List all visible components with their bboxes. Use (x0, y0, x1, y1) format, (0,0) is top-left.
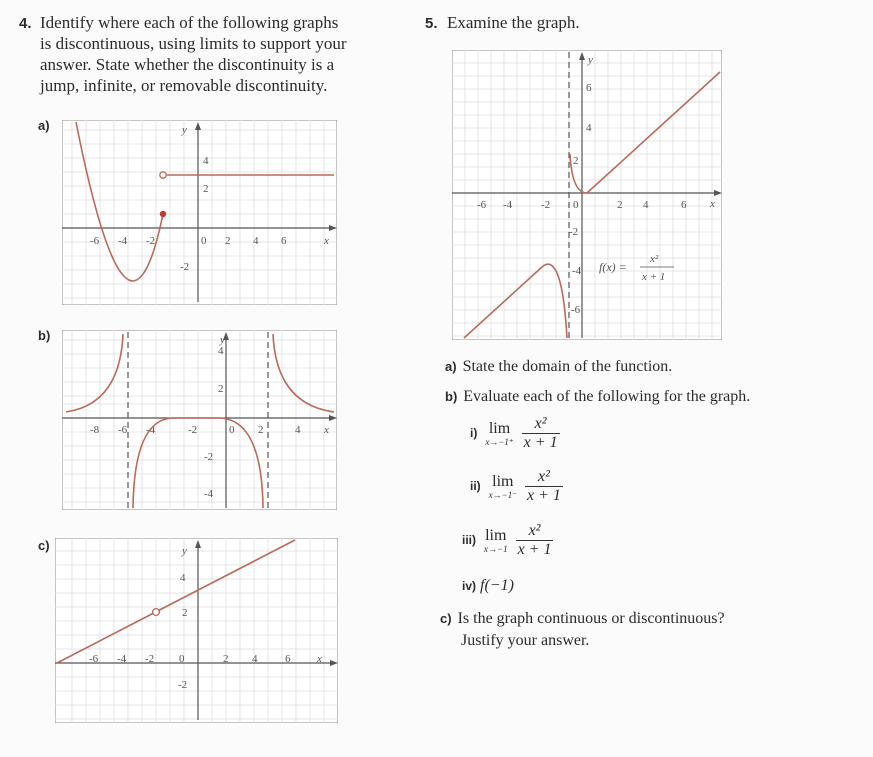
part-b (445, 388, 750, 406)
graph-a-label: a) (38, 118, 50, 133)
part-a (445, 358, 672, 376)
x-tick: -4 (118, 235, 128, 247)
x-tick: 0 (229, 424, 235, 436)
y-tick: -2 (178, 679, 188, 691)
limit-fraction: $\frac{\text{x²}}{x + 1}$ (523, 415, 558, 451)
part-iv (462, 577, 514, 595)
x-tick: 4 (253, 235, 259, 247)
y-tick: -2 (569, 226, 579, 238)
x-tick: -2 (541, 199, 551, 211)
limit-operator: lim x→−1⁺ (485, 419, 514, 447)
graph-b (62, 330, 337, 515)
limit-fraction: $\frac{\text{x²}}{x + 1}$ (517, 522, 552, 558)
x-tick: 2 (223, 653, 229, 665)
x-axis-label: x (710, 198, 715, 210)
x-tick: 6 (681, 199, 687, 211)
y-tick: 4 (218, 345, 224, 357)
question-4-line: Identify where each of the following graphs (40, 13, 339, 32)
limit-i-label: i) (470, 426, 478, 441)
graph-5 (452, 50, 722, 345)
x-axis-label: x (317, 653, 322, 665)
x-axis-label: x (324, 235, 329, 247)
y-tick: 2 (203, 183, 209, 195)
part-a-label: a) (445, 359, 457, 374)
x-tick: 0 (179, 653, 185, 665)
x-tick: 0 (573, 199, 579, 211)
limit-iii (462, 522, 553, 559)
part-iv-text: f(−1) (480, 577, 514, 594)
y-tick: 4 (203, 155, 209, 167)
y-axis-label: y (220, 334, 225, 346)
x-tick: 6 (285, 653, 291, 665)
y-tick: -6 (571, 304, 581, 316)
y-tick: 4 (586, 122, 592, 134)
part-a-text: State the domain of the function. (462, 358, 673, 375)
open-point (153, 609, 160, 616)
x-tick: 4 (295, 424, 301, 436)
y-tick: 6 (586, 82, 592, 94)
x-tick: -4 (146, 424, 156, 436)
question-4-number: 4. (19, 15, 32, 32)
y-tick: 2 (218, 383, 224, 395)
function-denominator: x + 1 (642, 271, 666, 283)
x-tick: -6 (477, 199, 487, 211)
y-tick: -4 (204, 488, 214, 500)
y-tick: -2 (180, 261, 190, 273)
graph-a (62, 120, 337, 310)
question-4-line: answer. State whether the discontinuity is a (40, 55, 335, 74)
limit-i (470, 415, 560, 452)
y-axis-label: y (588, 54, 593, 66)
question-4-line: is discontinuous, using limits to support your (40, 34, 347, 53)
limit-ii-label: ii) (470, 479, 481, 494)
x-tick: -4 (503, 199, 513, 211)
limit-fraction: $\frac{\text{x²}}{x + 1}$ (527, 468, 561, 504)
question-5-prompt: Examine the graph. (447, 13, 580, 32)
x-tick: -2 (145, 653, 155, 665)
part-iv-label: iv) (462, 579, 477, 593)
part-c-line: Justify your answer. (461, 632, 590, 649)
y-tick: -2 (204, 451, 214, 463)
x-tick: 2 (225, 235, 231, 247)
x-tick: -6 (89, 653, 99, 665)
y-axis-label: y (182, 545, 187, 557)
question-4-text (40, 12, 390, 96)
x-tick: -2 (146, 235, 156, 247)
graph-c (55, 538, 338, 728)
x-axis-label: x (324, 424, 329, 436)
graph-b-label: b) (38, 328, 51, 343)
question-4-line: jump, infinite, or removable discontinuity. (40, 76, 328, 95)
y-tick: 4 (180, 572, 186, 584)
part-b-text: Evaluate each of the following for the graph. (463, 388, 751, 405)
x-tick: 2 (258, 424, 264, 436)
x-tick: -2 (188, 424, 198, 436)
part-c-line: Is the graph continuous or discontinuous? (457, 610, 725, 627)
y-tick: 2 (182, 607, 188, 619)
x-tick: 0 (201, 235, 207, 247)
x-tick: 4 (252, 653, 258, 665)
x-tick: 2 (617, 199, 623, 211)
part-c (440, 608, 725, 652)
limit-iii-label: iii) (462, 533, 476, 548)
x-tick: -6 (90, 235, 100, 247)
y-axis-label: y (182, 124, 187, 136)
y-tick: -4 (572, 265, 582, 277)
x-tick: 4 (643, 199, 649, 211)
x-tick: 6 (281, 235, 287, 247)
graph-c-label: c) (38, 538, 50, 553)
part-b-label: b) (445, 389, 458, 404)
y-tick: 2 (573, 155, 579, 167)
x-tick: -8 (90, 424, 100, 436)
function-label: f(x) = (599, 260, 627, 274)
limit-ii (470, 468, 563, 505)
limit-operator: lim x→−1⁻ (488, 472, 517, 500)
x-tick: -4 (117, 653, 127, 665)
closed-point (160, 211, 166, 217)
question-5-number: 5. (425, 15, 438, 32)
limit-operator: lim x→−1 (484, 526, 508, 554)
function-numerator: x² (650, 253, 659, 265)
x-tick: -6 (118, 424, 128, 436)
part-c-label: c) (440, 611, 452, 626)
open-point (160, 172, 166, 178)
